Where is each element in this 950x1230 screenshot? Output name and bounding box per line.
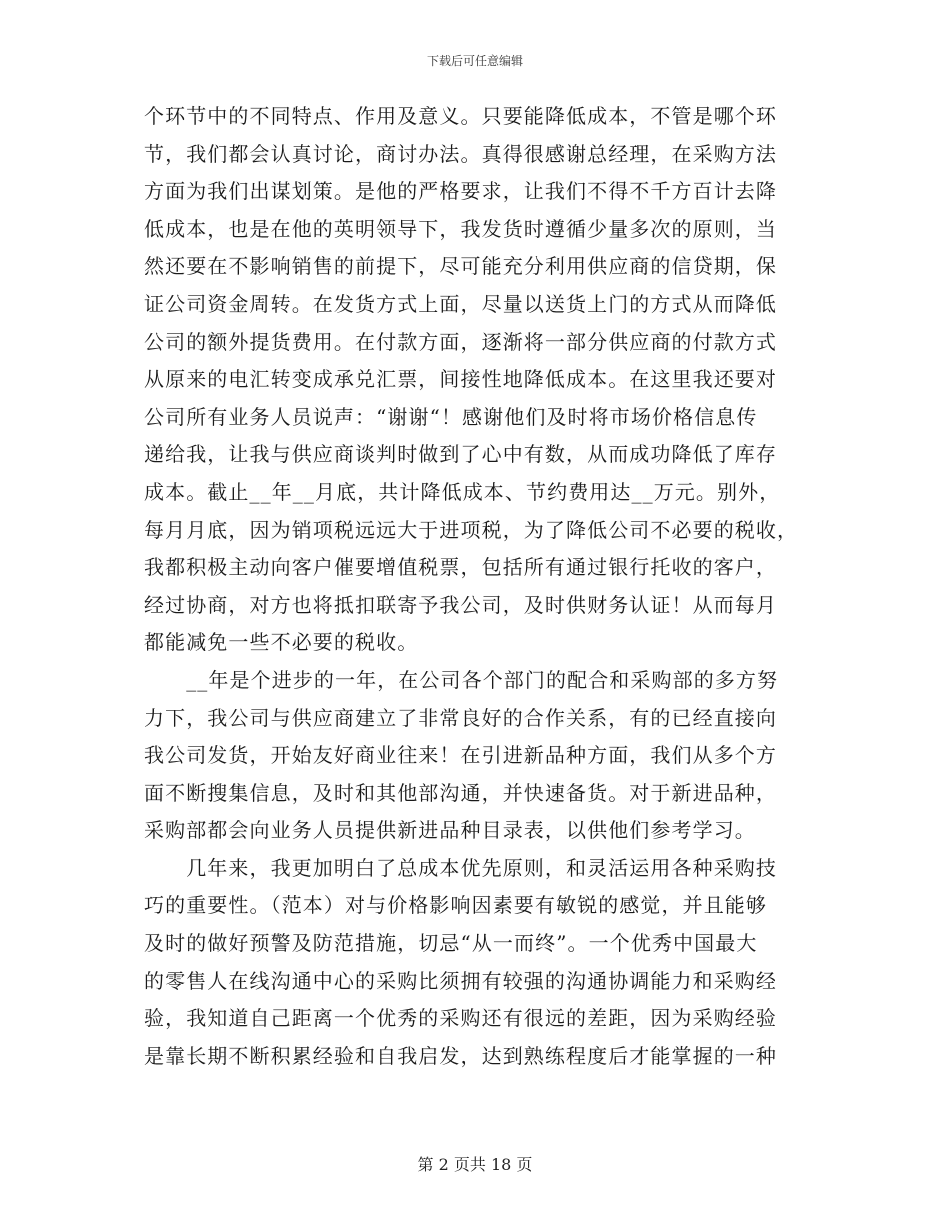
text-line: 每月月底，因为销项税远远大于进项税，为了降低公司不必要的税收， xyxy=(144,517,799,542)
text-line: 从原来的电汇转变成承兑汇票，间接性地降低成本。在这里我还要对 xyxy=(144,367,777,392)
text-line: 的零售人在线沟通中心的采购比须拥有较强的沟通协调能力和采购经 xyxy=(144,968,777,993)
text-line: 然还要在不影响销售的前提下，尽可能充分利用供应商的信贷期，保 xyxy=(144,254,777,279)
text-line: 都能减免一些不必要的税收。 xyxy=(144,630,419,655)
text-line: 几年来，我更加明白了总成本优先原则，和灵活运用各种采购技 xyxy=(144,855,777,880)
page-number: 第 2 页共 18 页 xyxy=(417,1155,533,1174)
text-line: 我公司发货，开始友好商业往来！在引进新品种方面，我们从多个方 xyxy=(144,743,777,768)
body-text xyxy=(144,98,804,1075)
text-line: 公司所有业务人员说声：“谢谢“！感谢他们及时将市场价格信息传 xyxy=(144,404,758,429)
text-line: 我都积极主动向客户催要增值税票，包括所有通过银行托收的客户， xyxy=(144,555,777,580)
text-line: 个环节中的不同特点、作用及意义。只要能降低成本，不管是哪个环 xyxy=(144,104,777,128)
text-line: 低成本，也是在他的英明领导下，我发货时遵循少量多次的原则，当 xyxy=(144,216,777,241)
text-line: 巧的重要性。（范本）对与价格影响因素要有敏锐的感觉，并且能够 xyxy=(144,893,767,918)
text-line: 是靠长期不断积累经验和自我启发，达到熟练程度后才能掌握的一种 xyxy=(144,1043,777,1068)
text-line: 方面为我们出谋划策。是他的严格要求，让我们不得不千方百计去降 xyxy=(144,179,777,204)
text-line: 验，我知道自己距离一个优秀的采购还有很远的差距，因为采购经验 xyxy=(144,1006,777,1031)
text-line: 公司的额外提货费用。在付款方面，逐渐将一部分供应商的付款方式 xyxy=(144,329,777,354)
text-line: 力下，我公司与供应商建立了非常良好的合作关系，有的已经直接向 xyxy=(144,705,777,730)
text-line: 证公司资金周转。在发货方式上面，尽量以送货上门的方式从而降低 xyxy=(144,291,777,316)
text-line: 节，我们都会认真讨论，商讨办法。真得很感谢总经理，在采购方法 xyxy=(144,141,777,166)
text-line: 采购部都会向业务人员提供新进品种目录表，以供他们参考学习。 xyxy=(144,818,756,843)
header-note: 下载后可任意编辑 xyxy=(426,54,523,68)
text-line: __年是个进步的一年，在公司各个部门的配合和采购部的多方努 xyxy=(144,667,779,692)
text-line: 及时的做好预警及防范措施，切忌“从一而终”。一个优秀中国最大 xyxy=(144,931,758,956)
text-line: 经过协商，对方也将抵扣联寄予我公司，及时供财务认证！从而每月 xyxy=(144,592,777,617)
text-line: 面不断搜集信息，及时和其他部沟通，并快速备货。对于新进品种， xyxy=(144,780,777,805)
text-line: 成本。截止__年__月底，共计降低成本、节约费用达__万元。别外， xyxy=(144,479,781,504)
text-line: 递给我，让我与供应商谈判时做到了心中有数，从而成功降低了库存 xyxy=(144,442,777,467)
